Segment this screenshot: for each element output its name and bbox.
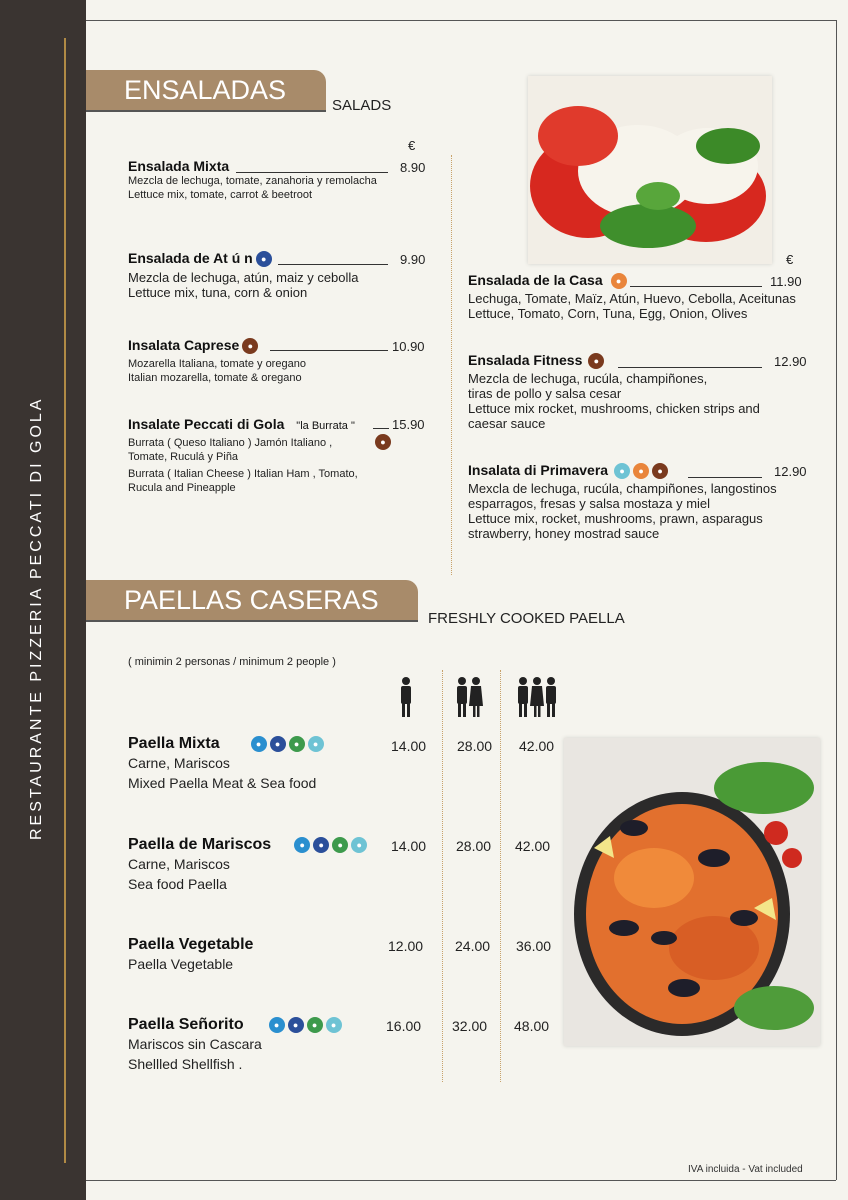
price-column-divider: [500, 670, 501, 1082]
pot-icon: ●: [242, 338, 258, 354]
salad-desc-en: Burrata ( Italian Cheese ) Italian Ham , Tomato, Rucula and Pineapple: [128, 468, 358, 494]
paella-item: [128, 836, 418, 894]
paella-desc: Carne, Mariscos: [128, 856, 230, 872]
salad-price: 12.90: [774, 354, 807, 369]
price-1-person: 14.00: [391, 838, 427, 854]
salad-desc: strawberry, honey mostrad sauce: [468, 526, 660, 542]
crab-icon: ●: [269, 1017, 285, 1033]
paella-name: Paella Señorito: [128, 1016, 244, 1033]
salad-desc-es: Mozarella Italiana, tomate y oregano: [128, 358, 306, 371]
price-2-people: 28.00: [456, 838, 492, 854]
fish-icon: ●: [256, 251, 272, 267]
paella-desc: Shellled Shellfish .: [128, 1056, 243, 1072]
paella-desc: Mariscos sin Cascara: [128, 1036, 262, 1052]
salad-desc: tiras de pollo y salsa cesar: [468, 386, 622, 402]
paellas-title: PAELLAS CASERAS: [124, 585, 379, 615]
price-1-person: 16.00: [386, 1018, 422, 1034]
salad-item: [128, 416, 393, 495]
salad-desc-en: Lettuce mix, tomate, carrot & beetroot: [128, 189, 313, 201]
restaurant-name-vertical: RESTAURANTE PIZZERIA PECCATI DI GOLA: [28, 396, 45, 840]
paella-photo: [564, 738, 820, 1046]
salad-name: Insalate Peccati di Gola: [128, 416, 285, 432]
shell-icon: ●: [326, 1017, 342, 1033]
shell-icon: ●: [351, 837, 367, 853]
vat-note: IVA incluida - Vat included: [688, 1164, 803, 1175]
salad-price: 10.90: [392, 339, 425, 354]
salad-name: Ensalada de At ú n: [128, 250, 253, 266]
salad-name: Insalata Caprese: [128, 337, 240, 353]
price-2-people: 32.00: [452, 1018, 488, 1034]
crab-icon: ●: [251, 736, 267, 752]
frame-right: [836, 20, 837, 1180]
sidebar: [0, 0, 86, 1200]
salad-desc: Mexcla de lechuga, rucúla, champiñones, langostinos: [468, 481, 777, 497]
salad-desc: Lettuce mix rocket, mushrooms, chicken strips and: [468, 401, 760, 417]
three-people-icon: [516, 676, 558, 718]
crab-icon: ●: [294, 837, 310, 853]
shell-icon: ●: [308, 736, 324, 752]
price-leader: [630, 286, 762, 287]
pot-icon: ●: [652, 463, 668, 479]
salad-item: [468, 272, 808, 321]
salad-price: 8.90: [400, 160, 426, 175]
price-leader: [373, 428, 389, 429]
fish-icon: ●: [288, 1017, 304, 1033]
paella-item: [128, 1016, 388, 1074]
paella-desc: Sea food Paella: [128, 876, 227, 892]
price-1-person: 14.00: [391, 738, 427, 754]
salad-desc: Lettuce, Tomato, Corn, Tuna, Egg, Onion, Olives: [468, 306, 748, 322]
salad-item: [128, 158, 428, 202]
price-2-people: 28.00: [457, 738, 493, 754]
salad-desc: Mezcla de lechuga, rucúla, champiñones,: [468, 371, 708, 387]
ensaladas-banner-rule: [86, 110, 326, 112]
salad-item: [128, 250, 428, 300]
sidebar-gold-line: [64, 38, 66, 1163]
price-leader: [688, 477, 762, 478]
paella-item: [128, 735, 388, 793]
leaf-icon: ●: [289, 736, 305, 752]
salad-desc-es: Burrata ( Queso Italiano ) Jamón Italiano , Tomate, Ruculá y Piña: [128, 437, 333, 463]
salad-desc: Lettuce mix, rocket, mushrooms, prawn, asparagus: [468, 511, 763, 527]
price-leader: [270, 350, 388, 351]
ensaladas-subtitle: SALADS: [332, 97, 392, 114]
caprese-salad-photo: [528, 76, 772, 264]
leaf-icon: ●: [307, 1017, 323, 1033]
salad-name: Ensalada Fitness: [468, 352, 583, 368]
price-leader: [618, 367, 762, 368]
paella-name: Paella Mixta: [128, 735, 220, 752]
pot-icon: ●: [588, 353, 604, 369]
price-leader: [236, 172, 388, 173]
paella-name: Paella de Mariscos: [128, 836, 272, 853]
paella-desc: Carne, Mariscos: [128, 755, 230, 771]
leaf-icon: ●: [332, 837, 348, 853]
price-2-people: 24.00: [455, 938, 491, 954]
pot-icon: ●: [375, 434, 391, 450]
salad-price: 11.90: [770, 274, 802, 289]
salad-desc: Lechuga, Tomate, Maïz, Atún, Huevo, Cebolla, Aceitunas: [468, 291, 796, 307]
frame-top: [86, 20, 836, 21]
paella-desc: Paella Vegetable: [128, 956, 234, 972]
salad-desc-es: Mezcla de lechuga, atún, maiz y cebolla: [128, 270, 359, 286]
salad-desc-es: Mezcla de lechuga, tomate, zanahoria y remolacha: [128, 175, 377, 187]
salad-name: Ensalada Mixta: [128, 158, 230, 174]
paellas-banner: [86, 580, 418, 620]
orange-icon: ●: [611, 273, 627, 289]
ensaladas-banner: [86, 70, 326, 110]
frame-bottom: [86, 1180, 836, 1181]
price-1-person: 12.00: [388, 938, 424, 954]
fish-icon: ●: [270, 736, 286, 752]
salad-desc: esparragos, fresas y salsa mostaza y miel: [468, 496, 711, 512]
salad-price: 9.90: [400, 252, 426, 267]
salad-item: [468, 462, 808, 541]
ensaladas-title: ENSALADAS: [124, 75, 287, 105]
column-divider: [451, 155, 452, 575]
price-3-people: 42.00: [519, 738, 555, 754]
price-column-divider: [442, 670, 443, 1082]
shell-icon: ●: [614, 463, 630, 479]
salad-desc-en: Italian mozarella, tomate & oregano: [128, 372, 302, 385]
price-leader: [278, 264, 388, 265]
one-person-icon: [396, 676, 416, 718]
paella-name: Paella Vegetable: [128, 936, 254, 953]
salad-desc: caesar sauce: [468, 416, 546, 432]
paella-desc: Mixed Paella Meat & Sea food: [128, 775, 317, 791]
paellas-subtitle: FRESHLY COOKED PAELLA: [428, 610, 625, 627]
salad-item: [468, 352, 808, 431]
two-people-icon: [454, 676, 484, 718]
price-3-people: 42.00: [515, 838, 551, 854]
paella-item: [128, 936, 388, 974]
price-3-people: 48.00: [514, 1018, 550, 1034]
salad-price: 12.90: [774, 464, 807, 479]
price-3-people: 36.00: [516, 938, 552, 954]
paellas-note: ( minimin 2 personas / minimum 2 people ): [128, 656, 336, 668]
orange-icon: ●: [633, 463, 649, 479]
salad-item: [128, 337, 428, 385]
salad-name: Insalata di Primavera: [468, 462, 609, 478]
salad-desc-en: Lettuce mix, tuna, corn & onion: [128, 285, 308, 301]
fish-icon: ●: [313, 837, 329, 853]
euro-sign-left: €: [408, 138, 416, 153]
salad-tag: "la Burrata ": [296, 420, 355, 432]
salad-price: 15.90: [392, 417, 425, 432]
salad-name: Ensalada de la Casa: [468, 272, 603, 288]
paellas-banner-rule: [86, 620, 418, 622]
euro-sign-right: €: [786, 252, 794, 267]
